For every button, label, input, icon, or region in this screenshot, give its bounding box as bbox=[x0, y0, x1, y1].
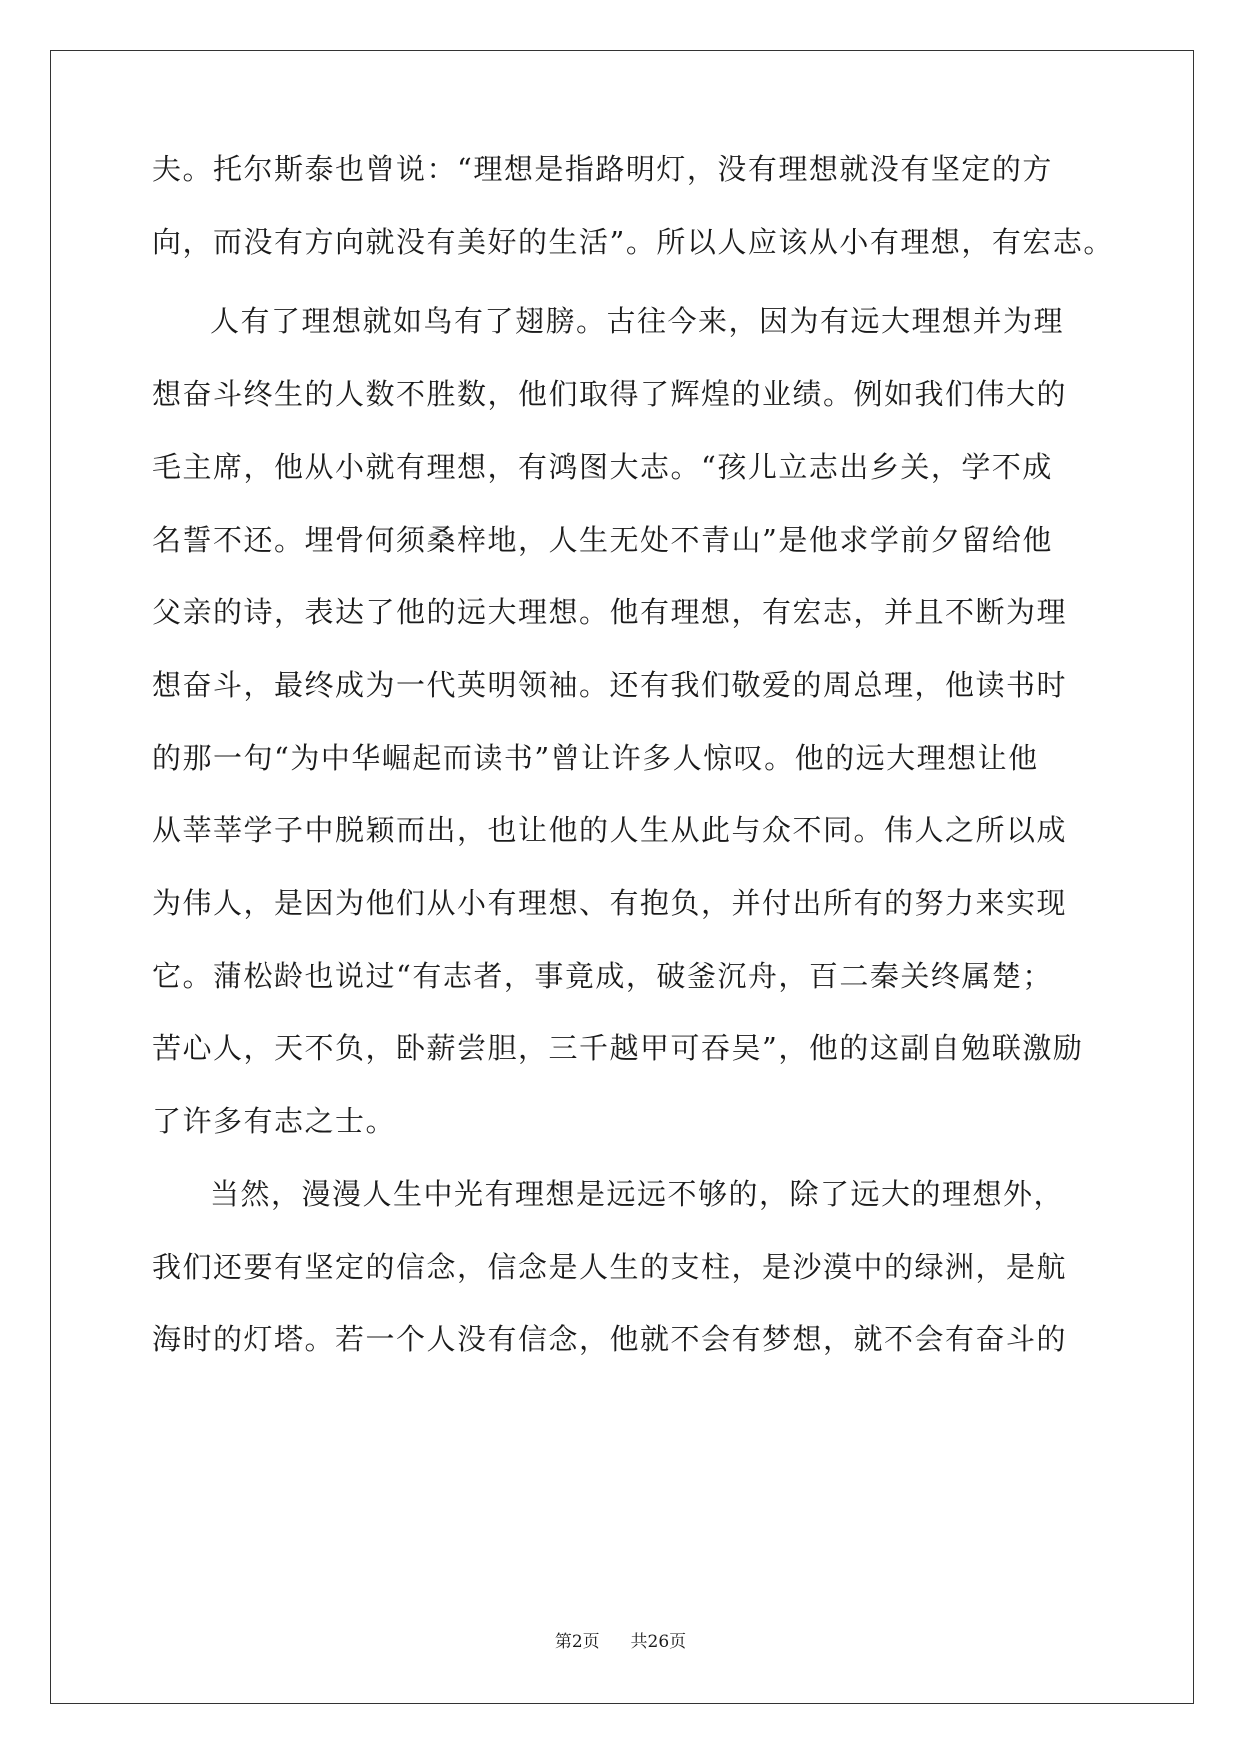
page-number: 第2页 bbox=[554, 1632, 600, 1652]
text-line: 毛主席，他从小就有理想，有鸿图大志。“孩儿立志出乡关，学不成 bbox=[152, 450, 1053, 484]
text-line: 我们还要有坚定的信念，信念是人生的支柱，是沙漠中的绿洲，是航 bbox=[152, 1250, 1068, 1284]
text-line: 向，而没有方向就没有美好的生活”。所以人应该从小有理想，有宏志。 bbox=[152, 225, 1114, 259]
text-line: 了许多有志之士。 bbox=[152, 1104, 397, 1138]
text-line: 想奋斗终生的人数不胜数，他们取得了辉煌的业绩。例如我们伟大的 bbox=[152, 377, 1068, 411]
page-frame bbox=[50, 50, 1194, 1704]
text-line: 的那一句“为中华崛起而读书”曾让许多人惊叹。他的远大理想让他 bbox=[152, 741, 1039, 775]
page-footer bbox=[0, 1631, 1241, 1653]
text-line: 父亲的诗，表达了他的远大理想。他有理想，有宏志，并且不断为理 bbox=[152, 595, 1068, 629]
text-line: 想奋斗，最终成为一代英明领袖。还有我们敬爱的周总理，他读书时 bbox=[152, 668, 1068, 702]
text-line: 它。蒲松龄也说过“有志者，事竟成，破釜沉舟，百二秦关终属楚； bbox=[152, 959, 1053, 993]
page-total: 共26页 bbox=[630, 1632, 687, 1652]
text-line: 名誓不还。埋骨何须桑梓地，人生无处不青山”是他求学前夕留给他 bbox=[152, 523, 1053, 557]
paragraph-start-line: 当然，漫漫人生中光有理想是远远不够的，除了远大的理想外， bbox=[210, 1177, 1065, 1211]
text-line: 从莘莘学子中脱颖而出，也让他的人生从此与众不同。伟人之所以成 bbox=[152, 813, 1068, 847]
text-line: 为伟人，是因为他们从小有理想、有抱负，并付出所有的努力来实现 bbox=[152, 886, 1068, 920]
text-line: 苦心人，天不负，卧薪尝胆，三千越甲可吞吴”，他的这副自勉联激励 bbox=[152, 1031, 1084, 1065]
text-line: 海时的灯塔。若一个人没有信念，他就不会有梦想，就不会有奋斗的 bbox=[152, 1322, 1068, 1356]
paragraph-start-line: 人有了理想就如鸟有了翅膀。古往今来，因为有远大理想并为理 bbox=[210, 304, 1065, 338]
text-line: 夫。托尔斯泰也曾说：“理想是指路明灯，没有理想就没有坚定的方 bbox=[152, 152, 1053, 186]
